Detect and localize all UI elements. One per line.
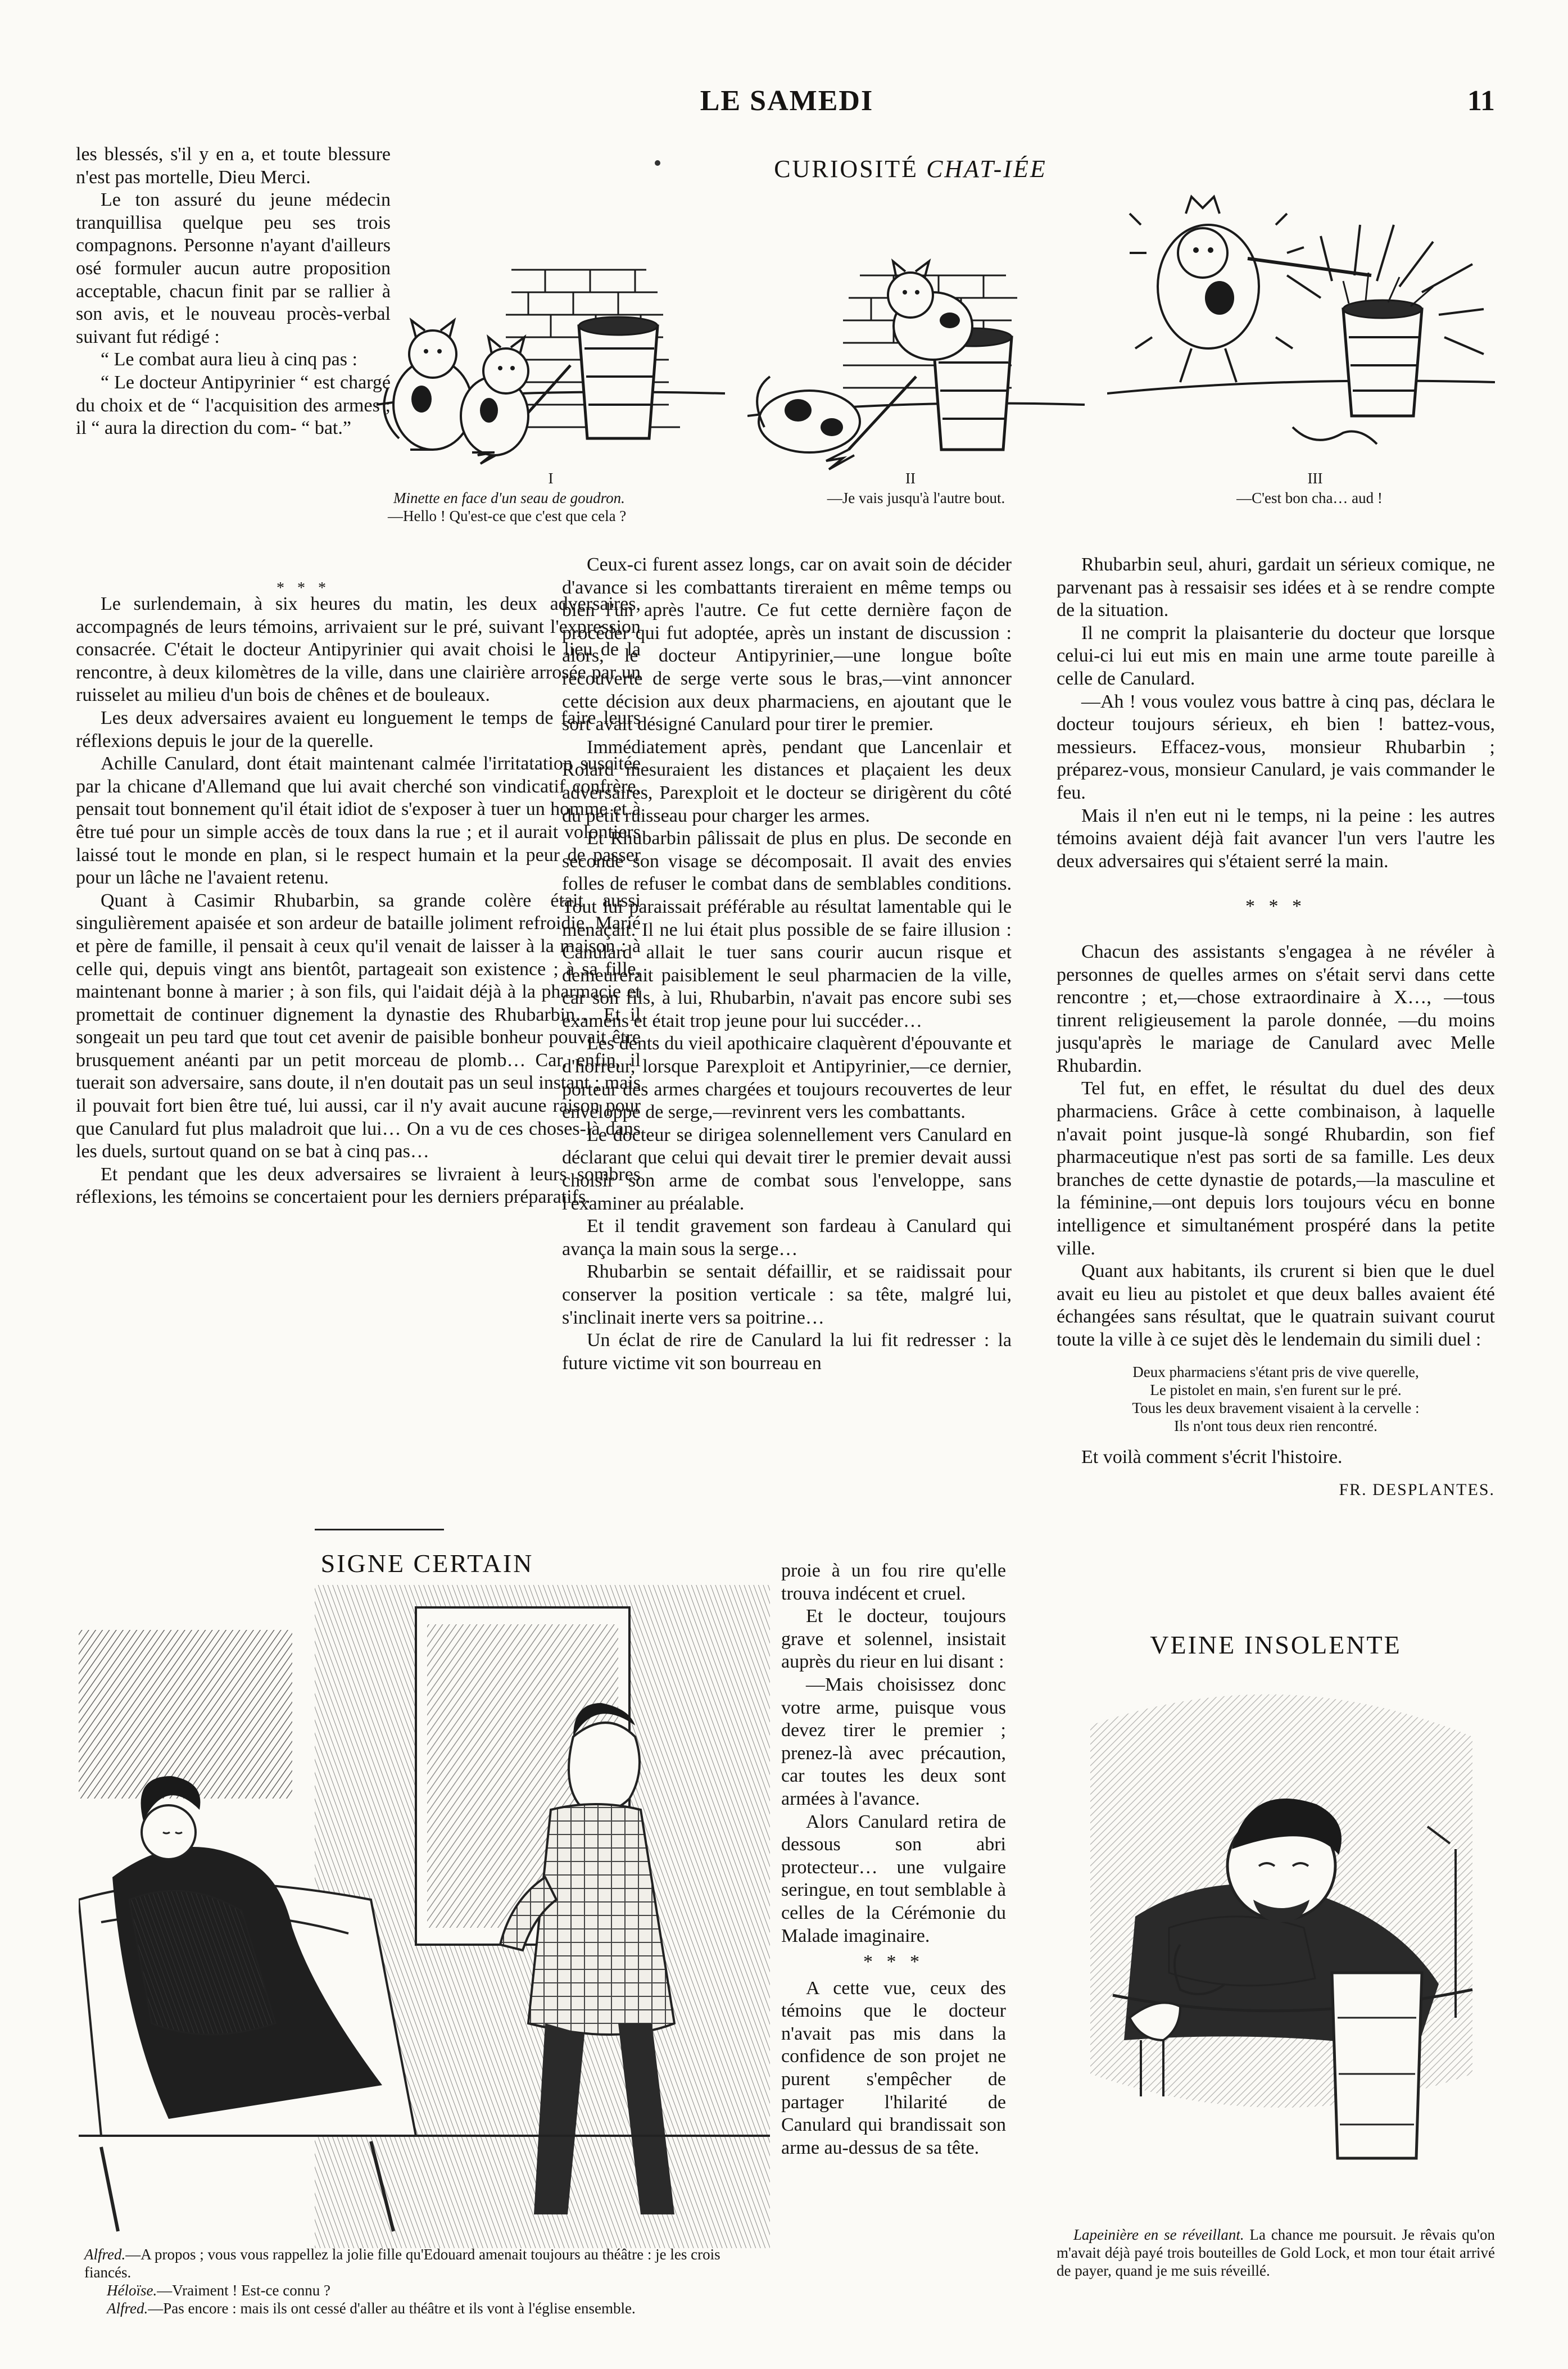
panel-2-numeral: II xyxy=(905,470,916,487)
couple-conversation-drawing xyxy=(79,1585,770,2248)
paragraph: Les deux adversaires avaient eu longuement le temps de faire leurs réflexions depuis le jour de la querelle. xyxy=(76,707,641,751)
paragraph: Le docteur se dirigea solennellement vers Canulard en déclarant que celui qui devait tirer le premier devait aussi choisir son arme de combat sous l'enveloppe, sans l'examiner au préalable. xyxy=(562,1124,1012,1214)
quatrain xyxy=(1057,1363,1495,1435)
paragraph: —Ah ! vous voulez vous battre à cinq pas, déclara le docteur toujours sérieux, eh bien ! battez-vous, messieurs. Effacez-vous, monsieur Rhubarbin ; préparez-vous, monsieur Canulard, je vais commander le feu. xyxy=(1057,691,1495,803)
paragraph: Alors Canulard retira de dessous son abri protecteur… une vulgaire seringue, en tout semblable à celles de la Cérémonie du Malade imaginaire. xyxy=(781,1811,1006,1946)
column-3 xyxy=(1057,554,1495,1502)
poem-line: Tous les deux bravement visaient à la cervelle : xyxy=(1132,1399,1420,1416)
paragraph: Mais il n'en eut ni le temps, ni la peine : les autres témoins avaient déjà fait avancer l'un vers l'autre les deux adversaires qui s'étaient serré la main. xyxy=(1057,805,1495,872)
signe-certain-title: SIGNE CERTAIN xyxy=(320,1549,534,1578)
author-signature: FR. DESPLANTES. xyxy=(1339,1480,1495,1500)
ornament-dot xyxy=(655,160,660,166)
section-stars: * * * xyxy=(1245,896,1306,917)
cartoon-title xyxy=(731,155,1090,183)
dialogue-text: —A propos ; vous vous rappellez la jolie fille qu'Edouard amenait toujours au théâtre : je les crois fiancés. xyxy=(84,2246,720,2281)
paragraph: Rhubarbin seul, ahuri, gardait un sérieux comique, ne parvenant pas à ressaisir ses idées et à se rendre compte de la situation. xyxy=(1057,554,1495,621)
paragraph: A cette vue, ceux des témoins que le docteur n'avait pas mis dans la confidence de son projet ne purent s'empêcher de partager l'hilarité de Canulard qui brandissait son arme au-dessus de sa tête. xyxy=(781,1977,1006,2158)
dialogue-text: —Pas encore : mais ils ont cessé d'aller au théâtre et ils vont à l'église ensemble. xyxy=(148,2300,636,2317)
paragraph: Et le docteur, toujours grave et solennel, insistait auprès du rieur en lui disant : xyxy=(781,1606,1006,1673)
section-stars: * * * xyxy=(277,579,330,597)
column-1-bottom xyxy=(76,593,641,1209)
paragraph: “ Le combat aura lieu à cinq pas : xyxy=(101,349,357,370)
panel-1-caption xyxy=(388,489,747,525)
man-waking-drawing xyxy=(1068,1681,1495,2186)
divider-rule xyxy=(315,1529,444,1530)
cartoon-panel-1 xyxy=(377,236,736,472)
dialogue-text: —Vraiment ! Est-ce connu ? xyxy=(157,2282,330,2299)
dialogue-line xyxy=(84,2281,770,2299)
cat-sniffing-bucket-drawing xyxy=(377,236,736,472)
panel-3-numeral: III xyxy=(1307,470,1323,487)
paragraph: Achille Canulard, dont était maintenant calmée l'irritatation suscitée par la chicane d'Allemand que lui avait cherché son vindicatif confrère, pensait tout bonnement qu'il était idiot de s'exposer à tuer un homme et à être tué pour un simple accès de toux dans la rue ; et il aurait volontiers laissé tout le monde en plan, si le respect humain et la peur de passer pour un lâche ne l'avaient retenu. xyxy=(76,753,641,889)
paragraph: Rhubarbin se sentait défaillir, et se raidissait pour conserver la position verticale : sa tête, malgré lui, s'inclinait inerte vers sa poitrine… xyxy=(562,1261,1012,1328)
paragraph: Quant aux habitants, ils crurent si bien que le duel avait eu lieu au pistolet et que deux balles avaient été échangées sans résultat, que le quatrain suivant courut toute la ville à ce sujet dès le lendemain du simili duel : xyxy=(1057,1261,1495,1350)
paragraph: Immédiatement après, pendant que Lancenlair et Rolard mesuraient les distances et plaçaient les deux adversaires, Parexploit et le docteur se dirigèrent du côté du petit ruisseau pour charger les armes. xyxy=(562,736,1012,826)
paragraph: Il ne comprit la plaisanterie du docteur que lorsque celui-ci lui eut mis en main une arme toute pareille à celle de Canulard. xyxy=(1057,622,1495,689)
running-title: LE SAMEDI xyxy=(700,85,874,117)
paragraph: Et il tendit gravement son fardeau à Canulard qui avança la main sous la serge… xyxy=(562,1216,1012,1260)
veine-insolente-illustration xyxy=(1068,1681,1495,2186)
page-number: 11 xyxy=(1467,85,1495,117)
column-2-narrow xyxy=(781,1560,1006,2159)
cartoon-panel-3 xyxy=(1107,191,1495,472)
signe-certain-caption xyxy=(84,2245,770,2317)
speaker: Héloïse. xyxy=(107,2282,157,2299)
paragraph: les blessés, s'il y en a, et toute blessure n'est pas mortelle, Dieu Merci. xyxy=(76,144,391,188)
panel-3-caption: —C'est bon cha… aud ! xyxy=(1236,490,1383,506)
panel-1-numeral: I xyxy=(548,470,554,487)
paragraph: Et Rhubarbin pâlissait de plus en plus. De seconde en seconde son visage se décomposait. Il avait des envies folles de refuser le combat dans de semblables conditions. Tout lui paraissait préférable au résultat lamentable qui le menaçait. Il ne lui était plus possible de se faire illusion : Canulard allait le tuer sans courir aucun risque et demeurerait paisiblement le seul pharmacien de la ville, car son fils, à lui, Rhubarbin, n'avait pas encore subi ses examens et était trop jeune pour lui succéder… xyxy=(562,828,1012,1031)
paragraph: proie à un fou rire qu'elle trouva indécent et cruel. xyxy=(781,1560,1006,1604)
caption-speaker: Lapeinière en se réveillant. xyxy=(1073,2226,1244,2243)
paragraph: —Mais choisissez donc votre arme, puisque vous devez tirer le premier ; prenez-là avec précaution, car toutes les deux sont armées à l'avance. xyxy=(781,1674,1006,1809)
column-2 xyxy=(562,554,1012,1375)
panel-2-caption: —Je vais jusqu'à l'autre bout. xyxy=(827,490,1005,506)
caption-text: La chance me poursuit. Je rêvais qu'on m'avait déjà payé trois bouteilles de Gold Lock, et mon tour était arrivé de payer, quand je me suis réveillé. xyxy=(1057,2226,1495,2279)
speaker: Alfred. xyxy=(107,2300,148,2317)
closing-line: Et voilà comment s'écrit l'histoire. xyxy=(1081,1446,1343,1467)
veine-insolente-caption xyxy=(1057,2226,1495,2280)
paragraph: Quant à Casimir Rhubarbin, sa grande colère était aussi singulièrement apaisée et son ardeur de bataille joliment refroidie. Marié et père de famille, il pensait à ceux qu'il venait de laisser à la maison : à celle qui, depuis vingt ans bientôt, partageait son existence ; à sa fille, maintenant bonne à marier ; à son fils, qui l'aidait déjà à la pharmacie et promettait de continuer dignement la dynastie des Rhubarbin… Et il songeait un peu tard que tout cet avenir de paisible bonheur pouvait être brusquement anéanti par un petit morceau de plomb… Car, enfin, il tuerait son adversaire, sans doute, il n'en doutait pas un seul instant ; mais il pouvait fort bien être tué, lui aussi, car il n'y avait aucune raison pour que Canulard fut plus maladroit que lui… On a vu de ces choses-là dans les duels, surtout quand on se bat à cinq pas… xyxy=(76,890,641,1162)
panel-1-caption-italic: Minette en face d'un seau de goudron. xyxy=(393,490,625,506)
dialogue-line xyxy=(84,2299,770,2317)
paragraph: “ Le docteur Antipyrinier “ est chargé du choix et de “ l'acquisition des armes ; il “ aura la direction du com- “ bat.” xyxy=(76,372,391,439)
paragraph: Tel fut, en effet, le résultat du duel des deux pharmaciens. Grâce à cette combinaison, à laquelle n'avait point jusque-là songé Rhubardin, son fief pharmaceutique n'est pas sorti de sa famille. Les deux branches de cette dynastie de potards,—la masculine et la féminine,—ont depuis lors toujours vécu en bonne intelligence et simultanément prospéré dans la petite ville. xyxy=(1057,1078,1495,1259)
paragraph: Les dents du vieil apothicaire claquèrent d'épouvante et d'horreur, lorsque Parexploit et Antipyrinier,—ce dernier, porteur des armes chargées et toujours recouvertes de leur enveloppe de serge,—revinrent vers les combattants. xyxy=(562,1033,1012,1123)
cartoon-panel-2 xyxy=(747,242,1090,472)
poem-line: Ils n'ont tous deux rien rencontré. xyxy=(1174,1417,1377,1434)
dialogue-line xyxy=(84,2245,770,2281)
panel-1-caption-text: —Hello ! Qu'est-ce que c'est que cela ? xyxy=(388,508,627,524)
poem-line: Deux pharmaciens s'étant pris de vive querelle, xyxy=(1132,1363,1419,1380)
column-1-top xyxy=(76,143,391,440)
cat-climbing-bucket-drawing xyxy=(747,242,1090,472)
paragraph: Et pendant que les deux adversaires se livraient à leurs sombres réflexions, les témoins se concertaient pour les derniers préparatifs. xyxy=(76,1163,641,1208)
paragraph: Un éclat de rire de Canulard la lui fit redresser : la future victime vit son bourreau en xyxy=(562,1330,1012,1374)
section-stars: * * * xyxy=(863,1951,924,1973)
poem-line: Le pistolet en main, s'en furent sur le pré. xyxy=(1150,1381,1402,1398)
veine-insolente-title: VEINE INSOLENTE xyxy=(1150,1630,1402,1659)
paragraph: Ceux-ci furent assez longs, car on avait soin de décider d'avance si les combattants tireraient en même temps ou bien l'un après l'autre. Ce fut cette dernière façon de procéder qui fut adoptée, après un instant de discussion : alors, le docteur Antipyrinier,—une longue boîte recouverte de serge verte sous le bras,—vint annoncer cette décision aux deux pharmaciens, en ajoutant que le sort avait désigné Canulard pour tirer le premier. xyxy=(562,554,1012,735)
cartoon-title-upright: CURIOSITÉ xyxy=(774,155,927,183)
cat-splashing-drawing xyxy=(1107,191,1495,472)
paragraph: Le ton assuré du jeune médecin tranquillisa quelque peu ses trois compagnons. Personne n'ayant d'ailleurs osé formuler aucun autre proposition acceptable, chacun finit par se rallier à son avis, et le nouveau procès-verbal suivant fut rédigé : xyxy=(76,189,391,347)
speaker: Alfred. xyxy=(84,2246,126,2263)
paragraph: Le surlendemain, à six heures du matin, les deux adversaires, accompagnés de leurs témoins, arrivaient sur le pré, suivant l'expression consacrée. C'était le docteur Antipyrinier qui avait choisi le lieu de la rencontre, à deux kilomètres de la ville, dans une clairière arrosée par un ruisselet au milieu d'un bois de chênes et de bouleaux. xyxy=(76,594,641,706)
signe-certain-illustration xyxy=(79,1585,770,2248)
cartoon-title-italic: CHAT-IÉE xyxy=(926,155,1047,183)
paragraph: Chacun des assistants s'engagea à ne révéler à personnes de quelles armes on s'était servi dans cette rencontre ; et,—chose extraordinaire à X…, —tous tinrent religieusement la parole donnée, —du moins jusqu'après le mariage de Canulard avec Melle Rhubardin. xyxy=(1057,941,1495,1076)
